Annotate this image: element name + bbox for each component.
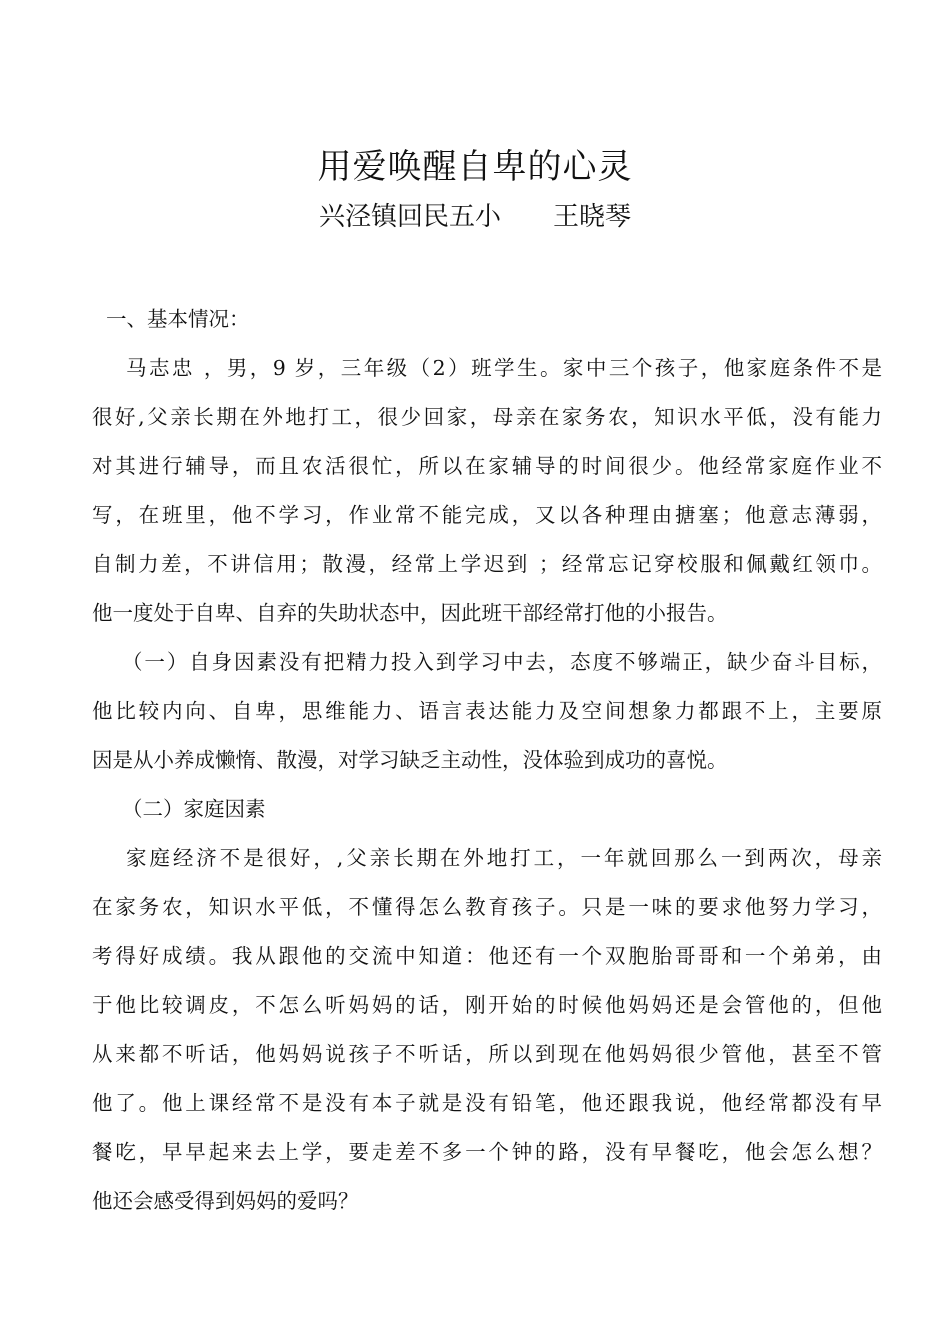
author-byline: 兴泾镇回民五小 王晓琴 [318, 202, 631, 232]
paragraph-line: 马志忠 ，男，9 岁，三年级（2）班学生。家中三个孩子，他家庭条件不是 [126, 356, 882, 380]
document-body [92, 300, 882, 1231]
paragraph-line: 对其进行辅导，而且农活很忙，所以在家辅导的时间很少。他经常家庭作业不 [92, 454, 882, 478]
paragraph-line: 家庭经济不是很好，,父亲长期在外地打工，一年就回那么一到两次，母亲 [126, 846, 882, 870]
paragraph-line: 他还会感受得到妈妈的爱吗？ [92, 1189, 359, 1213]
paragraph-line: 他比较内向、自卑，思维能力、语言表达能力及空间想象力都跟不上，主要原 [92, 699, 882, 723]
paragraph-line: 他一度处于自卑、自弃的失助状态中，因此班干部经常打他的小报告。 [92, 601, 728, 625]
paragraph-line: 餐吃，早早起来去上学，要走差不多一个钟的路，没有早餐吃，他会怎么想？ [92, 1140, 882, 1164]
paragraph-line: 很好,父亲长期在外地打工，很少回家，母亲在家务农，知识水平低，没有能力 [92, 405, 882, 429]
paragraph-line: 他了。他上课经常不是没有本子就是没有铅笔，他还跟我说，他经常都没有早 [92, 1091, 882, 1115]
document-title: 用爱唤醒自卑的心灵 [317, 147, 633, 187]
paragraph-line: 因是从小养成懒惰、散漫，对学习缺乏主动性，没体验到成功的喜悦。 [92, 748, 728, 772]
subsection-heading-family: （二）家庭因素 [122, 797, 266, 821]
paragraph-line: 在家务农，知识水平低，不懂得怎么教育孩子。只是一味的要求他努力学习， [92, 895, 882, 919]
paragraph-line: 于他比较调皮，不怎么听妈妈的话，刚开始的时候他妈妈还是会管他的，但他 [92, 993, 882, 1017]
paragraph-line: 考得好成绩。我从跟他的交流中知道：他还有一个双胞胎哥哥和一个弟弟，由 [92, 944, 882, 968]
paragraph-line: 自制力差，不讲信用；散漫，经常上学迟到 ；经常忘记穿校服和佩戴红领巾。 [92, 552, 882, 576]
paragraph-line: 从来都不听话，他妈妈说孩子不听话，所以到现在他妈妈很少管他，甚至不管 [92, 1042, 882, 1066]
section-heading-basic-info: 一、基本情况： [106, 307, 250, 331]
paragraph-line: （一）自身因素没有把精力投入到学习中去，态度不够端正，缺少奋斗目标， [122, 650, 882, 674]
paragraph-line: 写，在班里，他不学习，作业常不能完成，又以各种理由搪塞；他意志薄弱， [92, 503, 882, 527]
